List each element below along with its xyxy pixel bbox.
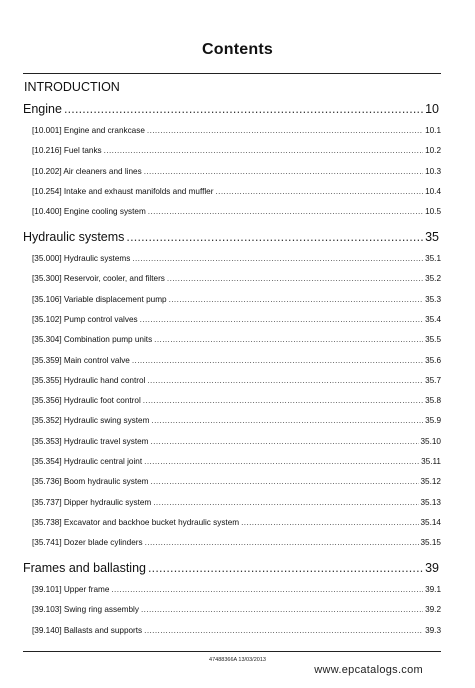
toc-entry-page: 35.4 (425, 314, 441, 324)
toc-entry-label: [35.300] Reservoir, cooler, and filters (32, 274, 165, 284)
toc-leader-dots (111, 585, 423, 594)
toc-entry[interactable] (23, 356, 441, 365)
toc-leader-dots (215, 187, 423, 196)
toc-entry[interactable] (23, 416, 441, 425)
toc-entry-label: [10.216] Fuel tanks (32, 146, 102, 156)
toc-entry-label: [39.101] Upper frame (32, 585, 110, 594)
toc-section-page: 35 (425, 230, 439, 244)
toc-leader-dots (241, 518, 418, 527)
toc-entry[interactable] (23, 538, 441, 547)
toc-entry-page: 35.8 (425, 396, 441, 406)
toc-entry-page: 10.1 (425, 126, 441, 135)
toc-entry[interactable] (23, 126, 441, 135)
intro-heading: INTRODUCTION (24, 80, 120, 94)
toc-entry[interactable] (23, 477, 441, 486)
toc-entry[interactable] (23, 167, 441, 176)
toc-leader-dots (154, 335, 423, 344)
toc-entry-page: 10.4 (425, 186, 441, 196)
toc-entry-page: 39.3 (425, 625, 441, 635)
toc-leader-dots (151, 416, 423, 425)
toc-entry-label: [35.354] Hydraulic central joint (32, 457, 143, 466)
toc-section-label: Engine (23, 102, 62, 116)
toc-leader-dots (145, 538, 419, 547)
toc-entry-label: [35.736] Boom hydraulic system (32, 477, 149, 487)
toc-entry[interactable] (23, 274, 441, 283)
toc-entry[interactable] (23, 187, 441, 196)
toc-entry[interactable] (23, 335, 441, 344)
toc-entry-page: 10.2 (425, 146, 441, 156)
toc-section-label: Frames and ballasting (23, 561, 146, 575)
toc-leader-dots (144, 167, 423, 176)
toc-entry-label: [35.102] Pump control valves (32, 314, 138, 324)
toc-entry-label: [35.359] Main control valve (32, 355, 130, 365)
toc-entry-label: [35.741] Dozer blade cylinders (32, 538, 143, 548)
toc-entry-page: 35.5 (425, 335, 441, 345)
toc-entry[interactable] (23, 207, 441, 216)
toc-leader-dots (148, 561, 423, 575)
toc-entry-label: [10.400] Engine cooling system (32, 207, 146, 217)
title-rule (23, 73, 441, 74)
toc-entry-label: [35.738] Excavator and backhoe bucket hydraulic system (32, 517, 240, 527)
toc-leader-dots (147, 376, 423, 385)
toc-entry[interactable] (23, 498, 441, 507)
toc-entry-page: 35.11 (421, 457, 441, 466)
toc-entry-page: 35.14 (420, 517, 441, 527)
toc-entry[interactable] (23, 295, 441, 304)
toc-leader-dots (151, 437, 419, 446)
toc-entry[interactable] (23, 146, 441, 155)
toc-leader-dots (104, 146, 423, 155)
footer-rule (23, 651, 441, 652)
toc-entry-page: 39.2 (425, 605, 441, 615)
toc-entry-label: [39.140] Ballasts and supports (32, 625, 143, 635)
toc-section[interactable] (23, 102, 441, 116)
toc-leader-dots (143, 396, 423, 405)
toc-leader-dots (167, 274, 423, 283)
toc-leader-dots (141, 605, 423, 614)
watermark-text: www.epcatalogs.com (314, 664, 423, 676)
toc-entry[interactable] (23, 396, 441, 405)
toc-leader-dots (148, 207, 423, 216)
toc-leader-dots (144, 457, 419, 466)
toc-entry-label: [35.352] Hydraulic swing system (32, 416, 150, 426)
toc-entry-label: [35.355] Hydraulic hand control (32, 375, 146, 385)
toc-leader-dots (132, 254, 423, 263)
footer-docnum: 47488366A 13/03/2013 (209, 657, 266, 663)
toc-entry[interactable] (23, 626, 441, 635)
toc-entry-page: 35.1 (425, 254, 441, 263)
toc-section[interactable] (23, 230, 441, 244)
toc-entry-label: [10.254] Intake and exhaust manifolds and muffler (32, 186, 214, 196)
toc-leader-dots (151, 477, 419, 486)
toc-leader-dots (169, 295, 423, 304)
toc-entry-label: [35.106] Variable displacement pump (32, 294, 167, 304)
toc-entry-label: [39.103] Swing ring assembly (32, 605, 139, 615)
toc-entry-label: [10.001] Engine and crankcase (32, 126, 145, 135)
toc-entry[interactable] (23, 518, 441, 527)
page-title: Contents (202, 41, 273, 58)
toc-entry-page: 10.5 (425, 207, 441, 217)
toc-leader-dots (144, 626, 423, 635)
toc-section-page: 10 (425, 102, 439, 116)
toc-entry-page: 35.10 (420, 436, 441, 446)
toc-entry-page: 35.6 (425, 355, 441, 365)
toc-entry[interactable] (23, 254, 441, 263)
toc-entry-label: [35.737] Dipper hydraulic system (32, 497, 152, 507)
toc-entry-page: 35.3 (425, 294, 441, 304)
toc-leader-dots (147, 126, 423, 135)
toc-section[interactable] (23, 561, 441, 575)
toc-leader-dots (64, 102, 423, 116)
toc-entry-label: [10.202] Air cleaners and lines (32, 166, 142, 176)
toc-entry-label: [35.353] Hydraulic travel system (32, 436, 149, 446)
toc-section-label: Hydraulic systems (23, 230, 125, 244)
toc-entry-page: 35.2 (425, 274, 441, 284)
toc-entry-label: [35.304] Combination pump units (32, 335, 153, 345)
toc-leader-dots (153, 498, 418, 507)
toc-entry[interactable] (23, 437, 441, 446)
toc-entry[interactable] (23, 585, 441, 594)
toc-entry[interactable] (23, 315, 441, 324)
toc-entry-page: 35.7 (425, 375, 441, 385)
toc-entry[interactable] (23, 376, 441, 385)
toc-entry[interactable] (23, 457, 441, 466)
toc-entry-page: 35.12 (420, 477, 441, 487)
toc-entry-page: 35.13 (420, 497, 441, 507)
toc-entry-label: [35.356] Hydraulic foot control (32, 396, 141, 406)
toc-leader-dots (126, 230, 423, 244)
toc-entry-page: 35.9 (425, 416, 441, 426)
toc-entry[interactable] (23, 605, 441, 614)
toc-entry-page: 10.3 (425, 166, 441, 176)
toc-leader-dots (132, 356, 423, 365)
toc-entry-page: 35.15 (420, 538, 441, 548)
toc-entry-page: 39.1 (425, 585, 441, 594)
toc-section-page: 39 (425, 561, 439, 575)
toc-entry-label: [35.000] Hydraulic systems (32, 254, 131, 263)
toc-leader-dots (140, 315, 423, 324)
